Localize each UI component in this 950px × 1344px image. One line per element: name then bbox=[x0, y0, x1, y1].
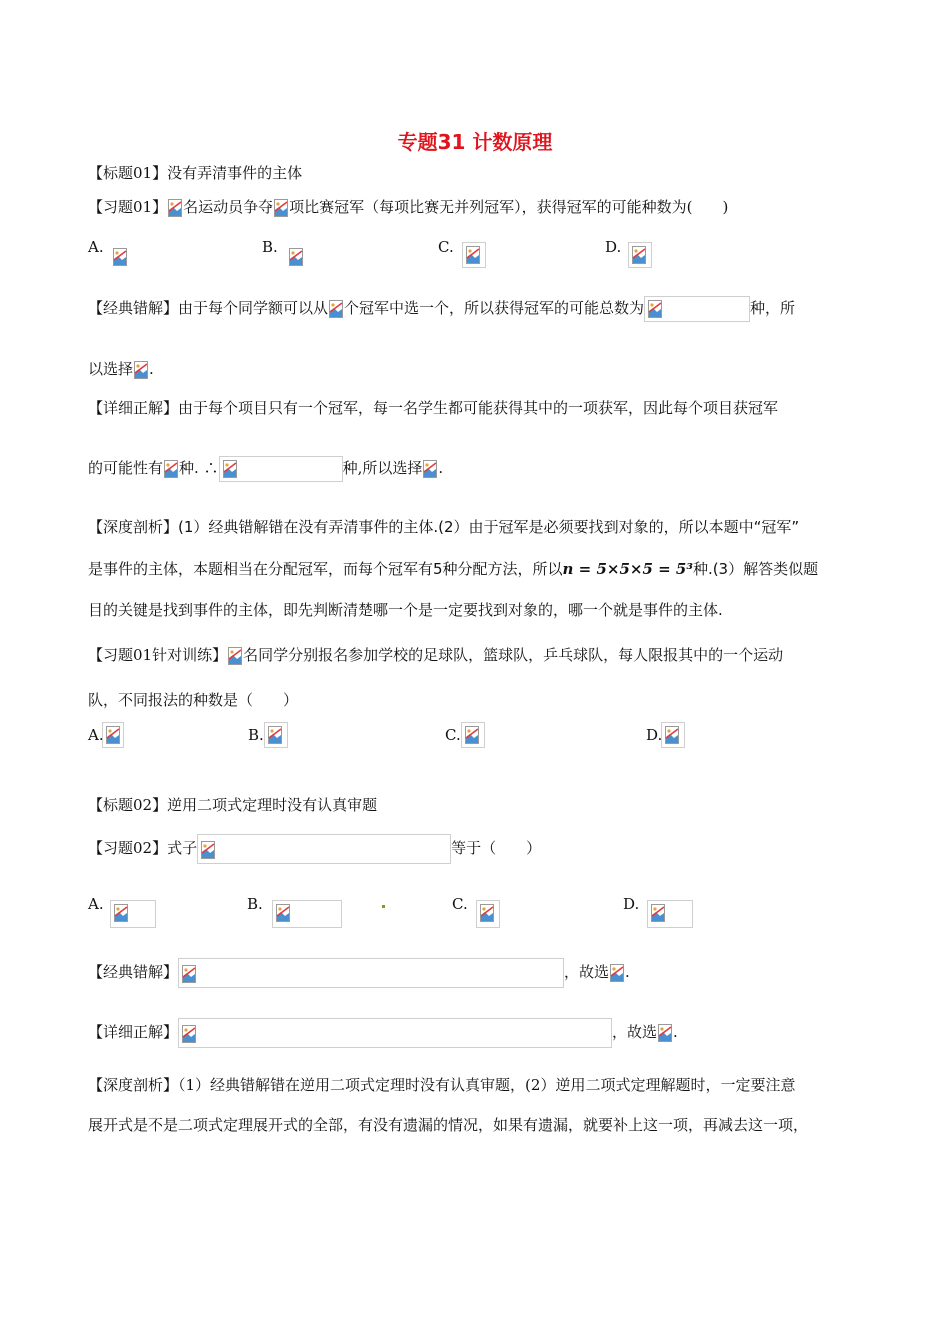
formula-box bbox=[647, 900, 693, 928]
heading-01: 【标题01】没有弄清事件的主体 bbox=[88, 164, 303, 182]
formula-box bbox=[178, 1018, 612, 1048]
formula-box bbox=[264, 722, 288, 748]
option-c: C. bbox=[438, 238, 454, 256]
formula-box bbox=[644, 296, 750, 322]
correct-solution-01: 【详细正解】由于每个项目只有一个冠军，每一名学生都可能获得其中的一项获军，因此每个项目获冠军 bbox=[88, 399, 779, 417]
option-b: B. bbox=[262, 238, 278, 256]
formula-box bbox=[661, 722, 685, 748]
formula-image-icon bbox=[423, 460, 437, 478]
formula-box bbox=[219, 456, 343, 482]
problem-02: 【习题02】式子 等于（ ） bbox=[88, 834, 541, 864]
train-option-b: B. bbox=[248, 726, 264, 744]
formula-box bbox=[110, 900, 156, 928]
option-a-02: A. bbox=[88, 895, 104, 913]
formula-box bbox=[476, 900, 500, 928]
formula-image-icon bbox=[274, 199, 288, 217]
formula-image-icon bbox=[289, 248, 303, 266]
formula-image-icon bbox=[658, 1024, 672, 1042]
problem-01: 【习题01】 名运动员争夺 项比赛冠军（每项比赛无并列冠军），获得冠军的可能种数为( ) bbox=[88, 198, 729, 216]
wrong-solution-02: 【经典错解】 ，故选 . bbox=[88, 958, 630, 988]
correct-solution-02: 【详细正解】 ，故选 . bbox=[88, 1018, 678, 1048]
train-option-a: A. bbox=[88, 726, 104, 744]
option-d-02: D. bbox=[623, 895, 640, 913]
formula-text: n = 5×5×5 = 5³ bbox=[562, 560, 693, 578]
formula-box bbox=[462, 242, 486, 268]
formula-image-icon bbox=[329, 300, 343, 318]
analysis-02-line1: 【深度剖析】（1）经典错解错在逆用二项式定理时没有认真审题，(2）逆用二项式定理解题时，一定要注意 bbox=[88, 1076, 796, 1094]
analysis-01-line2: 是事件的主体，本题相当在分配冠军，而每个冠军有5种分配方法，所以n = 5×5×5 = 5³种.(3）解答类似题 bbox=[88, 560, 819, 578]
wrong-solution-01-cont: 以选择 . bbox=[88, 360, 154, 378]
page-title: 专题31 计数原理 bbox=[397, 130, 553, 154]
training-01-cont: 队，不同报法的种数是（ ） bbox=[88, 691, 299, 709]
wrong-solution-01: 【经典错解】由于每个同学额可以从 个冠军中选一个，所以获得冠军的可能总数为 种，所 bbox=[88, 296, 795, 322]
analysis-01-line3: 目的关键是找到事件的主体，即先判断清楚哪一个是一定要找到对象的，哪一个就是事件的主体. bbox=[88, 601, 723, 619]
train-option-c: C. bbox=[445, 726, 461, 744]
option-b-02: B. bbox=[247, 895, 263, 913]
correct-solution-01-cont: 的可能性有 种. ∴ 种,所以选择 . bbox=[88, 456, 443, 482]
stray-dot bbox=[382, 905, 385, 908]
formula-image-icon bbox=[610, 964, 624, 982]
option-d: D. bbox=[605, 238, 622, 256]
formula-image-icon bbox=[168, 199, 182, 217]
formula-box bbox=[197, 834, 451, 864]
analysis-01-line1: 【深度剖析】(1）经典错解错在没有弄清事件的主体.(2）由于冠军是必须要找到对象的，所以本题中“冠军” bbox=[88, 518, 800, 536]
formula-image-icon bbox=[164, 460, 178, 478]
heading-02: 【标题02】逆用二项式定理时没有认真审题 bbox=[88, 796, 378, 814]
training-01: 【习题01针对训练】 名同学分别报名参加学校的足球队，篮球队，乒乓球队，每人限报其中的一个运动 bbox=[88, 646, 784, 664]
option-c-02: C. bbox=[452, 895, 468, 913]
formula-box bbox=[102, 722, 124, 748]
analysis-02-line2: 展开式是不是二项式定理展开式的全部，有没有遗漏的情况，如果有遗漏，就要补上这一项，再减去这一项， bbox=[88, 1116, 809, 1134]
formula-box bbox=[178, 958, 564, 988]
formula-image-icon bbox=[113, 248, 127, 266]
formula-image-icon bbox=[228, 647, 242, 665]
formula-image-icon bbox=[134, 361, 148, 379]
train-option-d: D. bbox=[646, 726, 663, 744]
option-a: A. bbox=[88, 238, 104, 256]
formula-box bbox=[272, 900, 342, 928]
formula-box bbox=[628, 242, 652, 268]
formula-box bbox=[461, 722, 485, 748]
